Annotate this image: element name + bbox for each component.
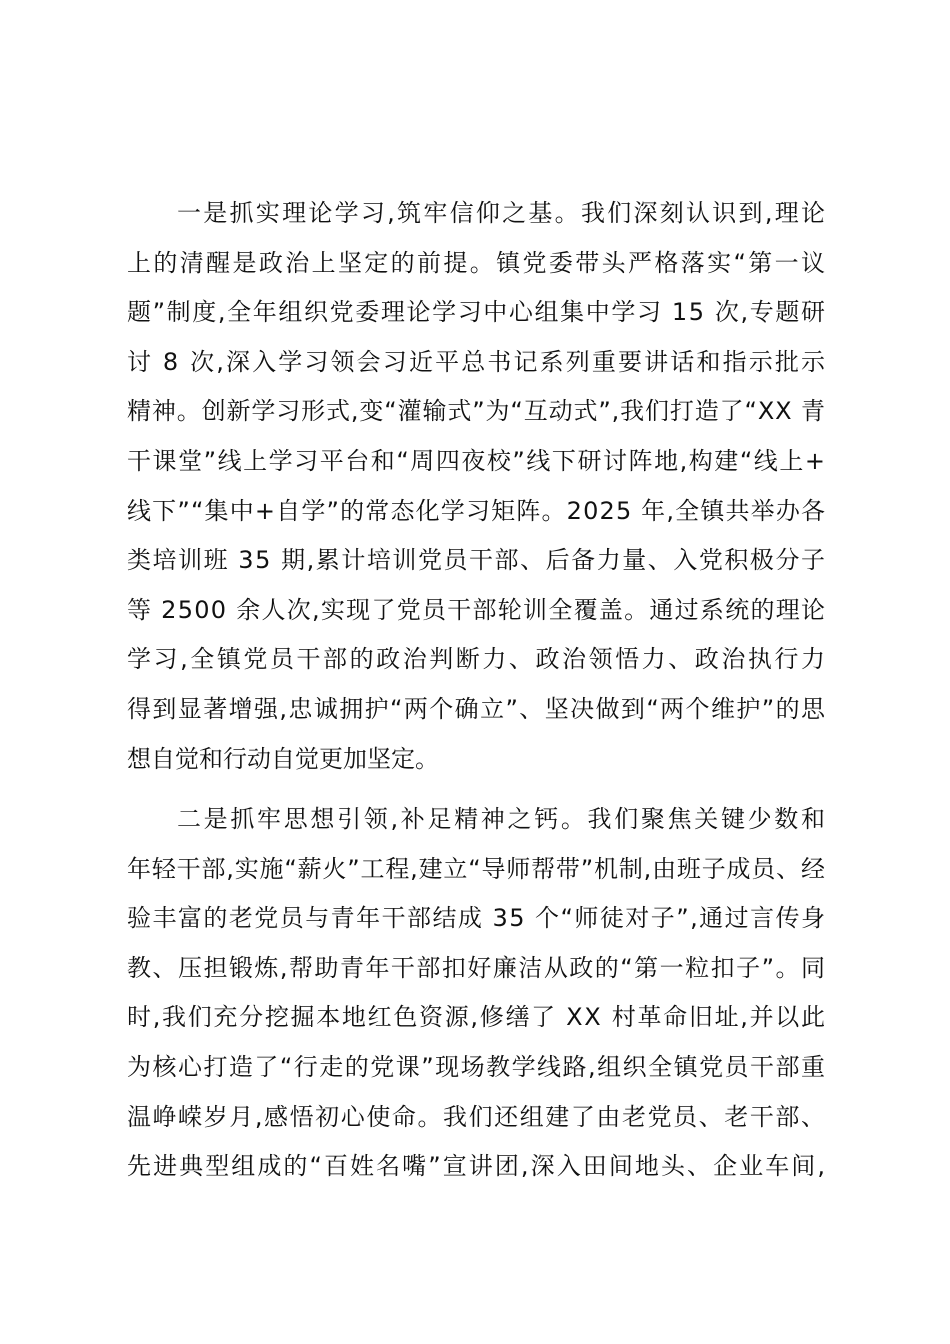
paragraph-line: 年轻干部,实施“薪火”工程,建立“导师帮带”机制,由班子成员、经: [127, 854, 826, 883]
paragraph-line: 一是抓实理论学习,筑牢信仰之基。我们深刻认识到,理论: [177, 199, 828, 227]
paragraph-line: 线下”“集中+自学”的常态化学习矩阵。2025 年,全镇共举办各: [127, 496, 827, 525]
paragraph-line: 等 2500 余人次,实现了党员干部轮训全覆盖。通过系统的理论: [127, 595, 827, 624]
paragraph-line: 二是抓牢思想引领,补足精神之钙。我们聚焦关键少数和: [177, 805, 828, 833]
paragraph-line: 时,我们充分挖掘本地红色资源,修缮了 XX 村革命旧址,并以此: [127, 1003, 827, 1032]
paragraph-line: 先进典型组成的“百姓名嘴”宣讲团,深入田间地头、企业车间,: [127, 1152, 828, 1181]
paragraph-line: 类培训班 35 期,累计培训党员干部、后备力量、入党积极分子: [127, 546, 827, 575]
paragraph-line: 为核心打造了“行走的党课”现场教学线路,组织全镇党员干部重: [127, 1053, 827, 1081]
paragraph-line: 温峥嵘岁月,感悟初心使命。我们还组建了由老党员、老干部、: [127, 1102, 827, 1131]
paragraph-line: 题”制度,全年组织党委理论学习中心组集中学习 15 次,专题研: [127, 298, 827, 327]
paragraph-line: 想自觉和行动自觉更加坚定。: [127, 744, 439, 773]
paragraph-line: 干课堂”线上学习平台和“周四夜校”线下研讨阵地,构建“线上+: [127, 447, 827, 475]
paragraph-line: 验丰富的老党员与青年干部结成 35 个“师徒对子”,通过言传身: [127, 904, 827, 933]
paragraph-line: 讨 8 次,深入学习领会习近平总书记系列重要讲话和指示批示: [127, 347, 828, 376]
paragraph-line: 教、压担锻炼,帮助青年干部扣好廉洁从政的“第一粒扣子”。同: [127, 953, 827, 982]
paragraph-line: 上的清醒是政治上坚定的前提。镇党委带头严格落实“第一议: [127, 248, 828, 277]
paragraph-line: 精神。创新学习形式,变“灌输式”为“互动式”,我们打造了“XX 青: [127, 397, 826, 426]
paragraph-line: 得到显著增强,忠诚拥护“两个确立”、坚决做到“两个维护”的思: [127, 695, 827, 723]
paragraph-line: 学习,全镇党员干部的政治判断力、政治领悟力、政治执行力: [127, 645, 828, 674]
